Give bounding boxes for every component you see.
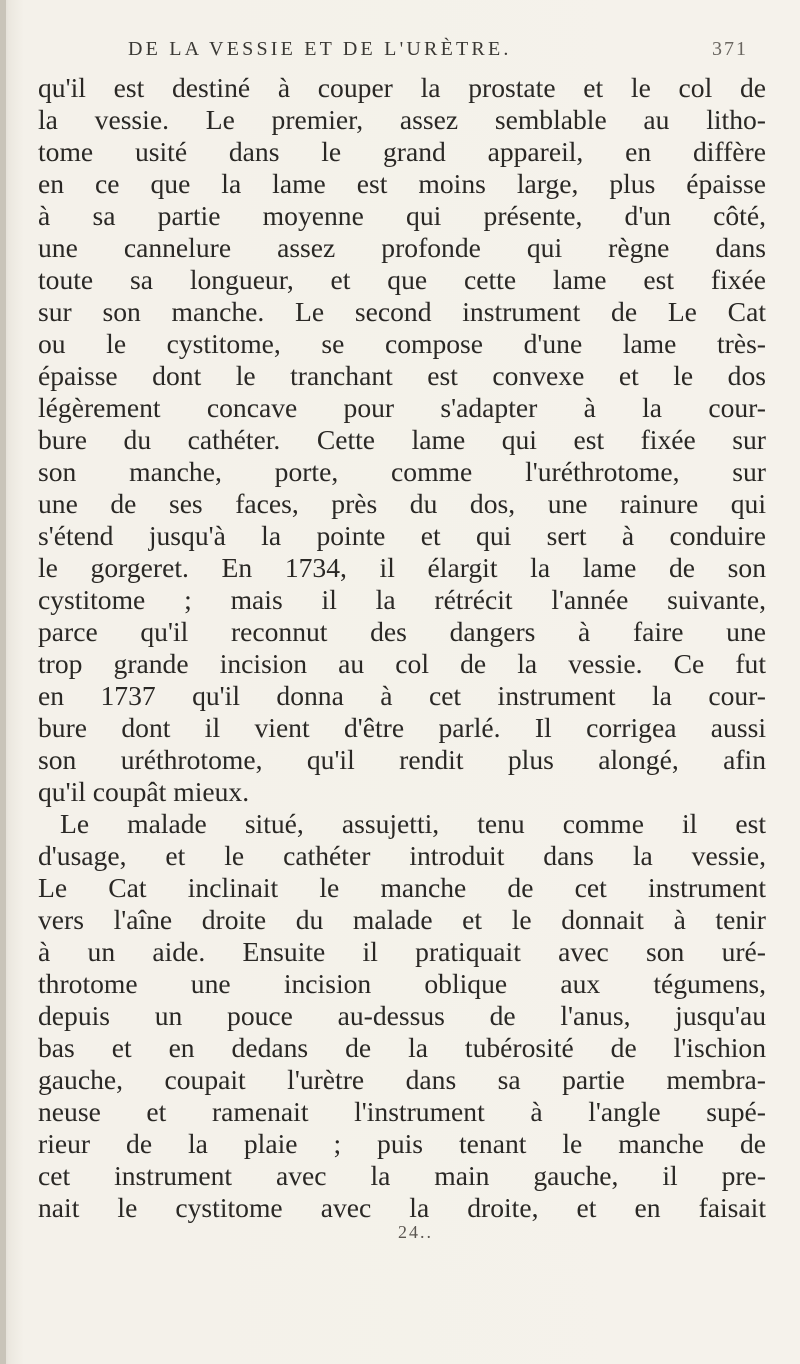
- page-number: 371: [712, 38, 748, 60]
- text-line: Le malade situé, assujetti, tenu comme il est: [60, 808, 766, 839]
- text-line: cystitome ; mais il la rétrécit l'année suivante,: [38, 584, 766, 615]
- text-line: en 1737 qu'il donna à cet instrument la cour-: [38, 680, 766, 711]
- text-line: bas et en dedans de la tubérosité de l'ischion: [38, 1032, 766, 1063]
- text-line: légèrement concave pour s'adapter à la cour-: [38, 392, 766, 423]
- page-spine-shadow: [0, 0, 6, 1364]
- text-line: nait le cystitome avec la droite, et en faisait: [38, 1192, 766, 1223]
- running-title: DE LA VESSIE ET DE L'URÈTRE.: [128, 38, 512, 60]
- text-line: depuis un pouce au-dessus de l'anus, jusqu'au: [38, 1000, 766, 1031]
- text-line: bure dont il vient d'être parlé. Il corrigea aussi: [38, 712, 766, 743]
- text-line: parce qu'il reconnut des dangers à faire une: [38, 616, 766, 647]
- text-line: s'étend jusqu'à la pointe et qui sert à conduire: [38, 520, 766, 551]
- signature-mark: 24..: [398, 1222, 433, 1242]
- text-line: le gorgeret. En 1734, il élargit la lame de son: [38, 552, 766, 583]
- text-line: ou le cystitome, se compose d'une lame très-: [38, 328, 766, 359]
- text-line: d'usage, et le cathéter introduit dans la vessie,: [38, 840, 766, 871]
- text-line: cet instrument avec la main gauche, il pre-: [38, 1160, 766, 1191]
- text-line: Le Cat inclinait le manche de cet instrument: [38, 872, 766, 903]
- text-line: gauche, coupait l'urètre dans sa partie membra-: [38, 1064, 766, 1095]
- text-line: son uréthrotome, qu'il rendit plus alongé, afin: [38, 744, 766, 775]
- text-line: la vessie. Le premier, assez semblable au litho-: [38, 104, 766, 135]
- text-line: qu'il coupât mieux.: [38, 776, 250, 807]
- text-line: tome usité dans le grand appareil, en diffère: [38, 136, 766, 167]
- text-line: rieur de la plaie ; puis tenant le manche de: [38, 1128, 766, 1159]
- text-line: vers l'aîne droite du malade et le donnait à tenir: [38, 904, 766, 935]
- text-line: qu'il est destiné à couper la prostate et le col de: [38, 72, 766, 103]
- text-line: épaisse dont le tranchant est convexe et le dos: [38, 360, 766, 391]
- text-line: en ce que la lame est moins large, plus épaisse: [38, 168, 766, 199]
- text-line: sur son manche. Le second instrument de Le Cat: [38, 296, 766, 327]
- text-line: throtome une incision oblique aux tégumens,: [38, 968, 766, 999]
- text-line: son manche, porte, comme l'uréthrotome, sur: [38, 456, 766, 487]
- page-header: [0, 38, 800, 68]
- text-line: toute sa longueur, et que cette lame est fixée: [38, 264, 766, 295]
- text-line: neuse et ramenait l'instrument à l'angle supé-: [38, 1096, 766, 1127]
- text-line: une cannelure assez profonde qui règne dans: [38, 232, 766, 263]
- text-line: à sa partie moyenne qui présente, d'un côté,: [38, 200, 766, 231]
- text-line: trop grande incision au col de la vessie. Ce fut: [38, 648, 766, 679]
- text-line: bure du cathéter. Cette lame qui est fixée sur: [38, 424, 766, 455]
- text-line: une de ses faces, près du dos, une rainure qui: [38, 488, 766, 519]
- text-line: à un aide. Ensuite il pratiquait avec son uré-: [38, 936, 766, 967]
